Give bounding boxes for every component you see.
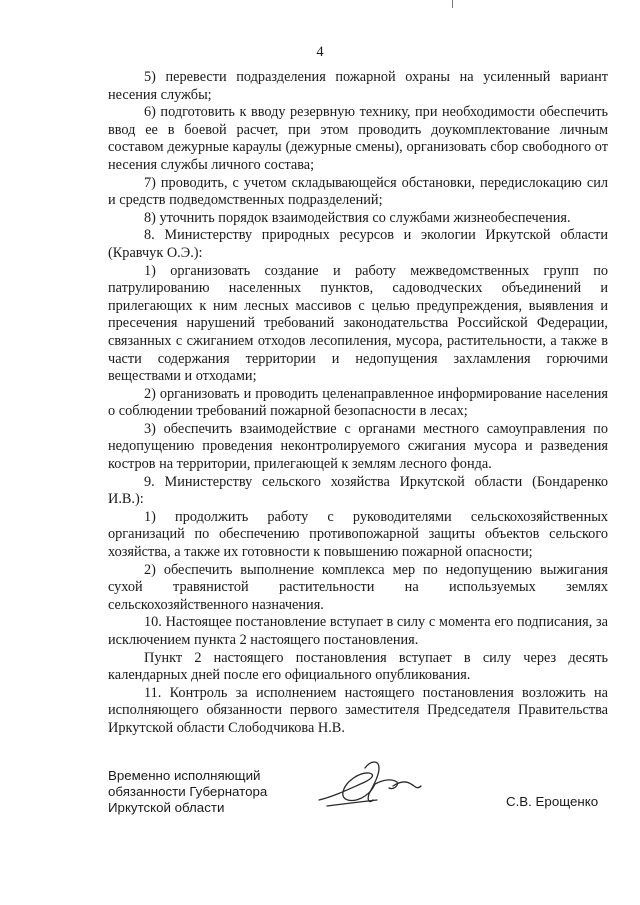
paragraph: 6) подготовить к вводу резервную технику, при необходимости обеспечить ввод ее в боевой расчет, при этом проводить доукомплектование личным составом дежурные караулы (дежурные смены), организовать сбор свободного от несения службы личного состава; bbox=[108, 104, 608, 173]
paragraph: 2) организовать и проводить целенаправленное информирование населения о соблюдении требований пожарной безопасности в лесах; bbox=[108, 385, 608, 420]
document-body bbox=[108, 69, 608, 738]
paragraph: 1) продолжить работу с руководителями сельскохозяйственных организаций по обеспечению противопожарной защиты объектов сельского хозяйства, а также их готовности к повышению пожарной опасности; bbox=[108, 508, 608, 561]
paragraph: 10. Настоящее постановление вступает в силу с момента его подписания, за исключением пункта 2 настоящего постановления. bbox=[108, 614, 608, 648]
paragraph: 3) обеспечить взаимодействие с органами местного самоуправления по недопущению проведения неконтролируемого сжигания мусора и разведения костров на территории, прилегающей к землям лесного фонда. bbox=[108, 420, 608, 473]
paragraph: 11. Контроль за исполнением настоящего постановления возложить на исполняющего обязанности первого заместителя Председателя Правительства Иркутской области Слободчикова Н.В. bbox=[108, 684, 608, 736]
paragraph: 8) уточнить порядок взаимодействия со службами жизнеобеспечения. bbox=[144, 209, 571, 226]
paragraph: 7) проводить, с учетом складывающейся обстановки, передислокацию сил и средств подведомственных подразделений; bbox=[108, 174, 608, 209]
signatory-title-line: Временно исполняющий bbox=[108, 768, 261, 783]
signatory-title-line: Иркутской области bbox=[108, 800, 225, 815]
paragraph: 9. Министерству сельского хозяйства Иркутской области (Бондаренко И.В.): bbox=[108, 473, 608, 508]
signature-block bbox=[108, 768, 628, 838]
signatory-title-line: обязанности Губернатора bbox=[108, 784, 268, 799]
paragraph: Пункт 2 настоящего постановления вступает в силу через десять календарных дней после его официального опубликования. bbox=[108, 649, 608, 684]
handwritten-signature-image bbox=[313, 756, 433, 818]
signatory-title bbox=[108, 768, 308, 816]
paragraph: 1) организовать создание и работу межведомственных групп по патрулированию населенных пунктов, садоводческих объединений и прилегающих к ним лесных массивов с целью предупреждения, выявления и пресечения нарушений требований законодательства Российской Федерации, связанных с сжиганием отходов лесопиления, мусора, растительности, а также в части содержания территории и недопущения захламления горючими веществами и отходами; bbox=[108, 262, 608, 385]
paragraph: 8. Министерству природных ресурсов и экологии Иркутской области (Кравчук О.Э.): bbox=[108, 227, 608, 261]
page-number: 4 bbox=[316, 44, 324, 60]
signatory-name: С.В. Ерощенко bbox=[506, 794, 599, 809]
paragraph: 2) обеспечить выполнение комплекса мер по недопущению выжигания сухой травянистой растительности на используемых землях сельскохозяйственного назначения. bbox=[108, 561, 608, 613]
paragraph: 5) перевести подразделения пожарной охраны на усиленный вариант несения службы; bbox=[108, 69, 608, 103]
scan-mark bbox=[452, 0, 453, 8]
